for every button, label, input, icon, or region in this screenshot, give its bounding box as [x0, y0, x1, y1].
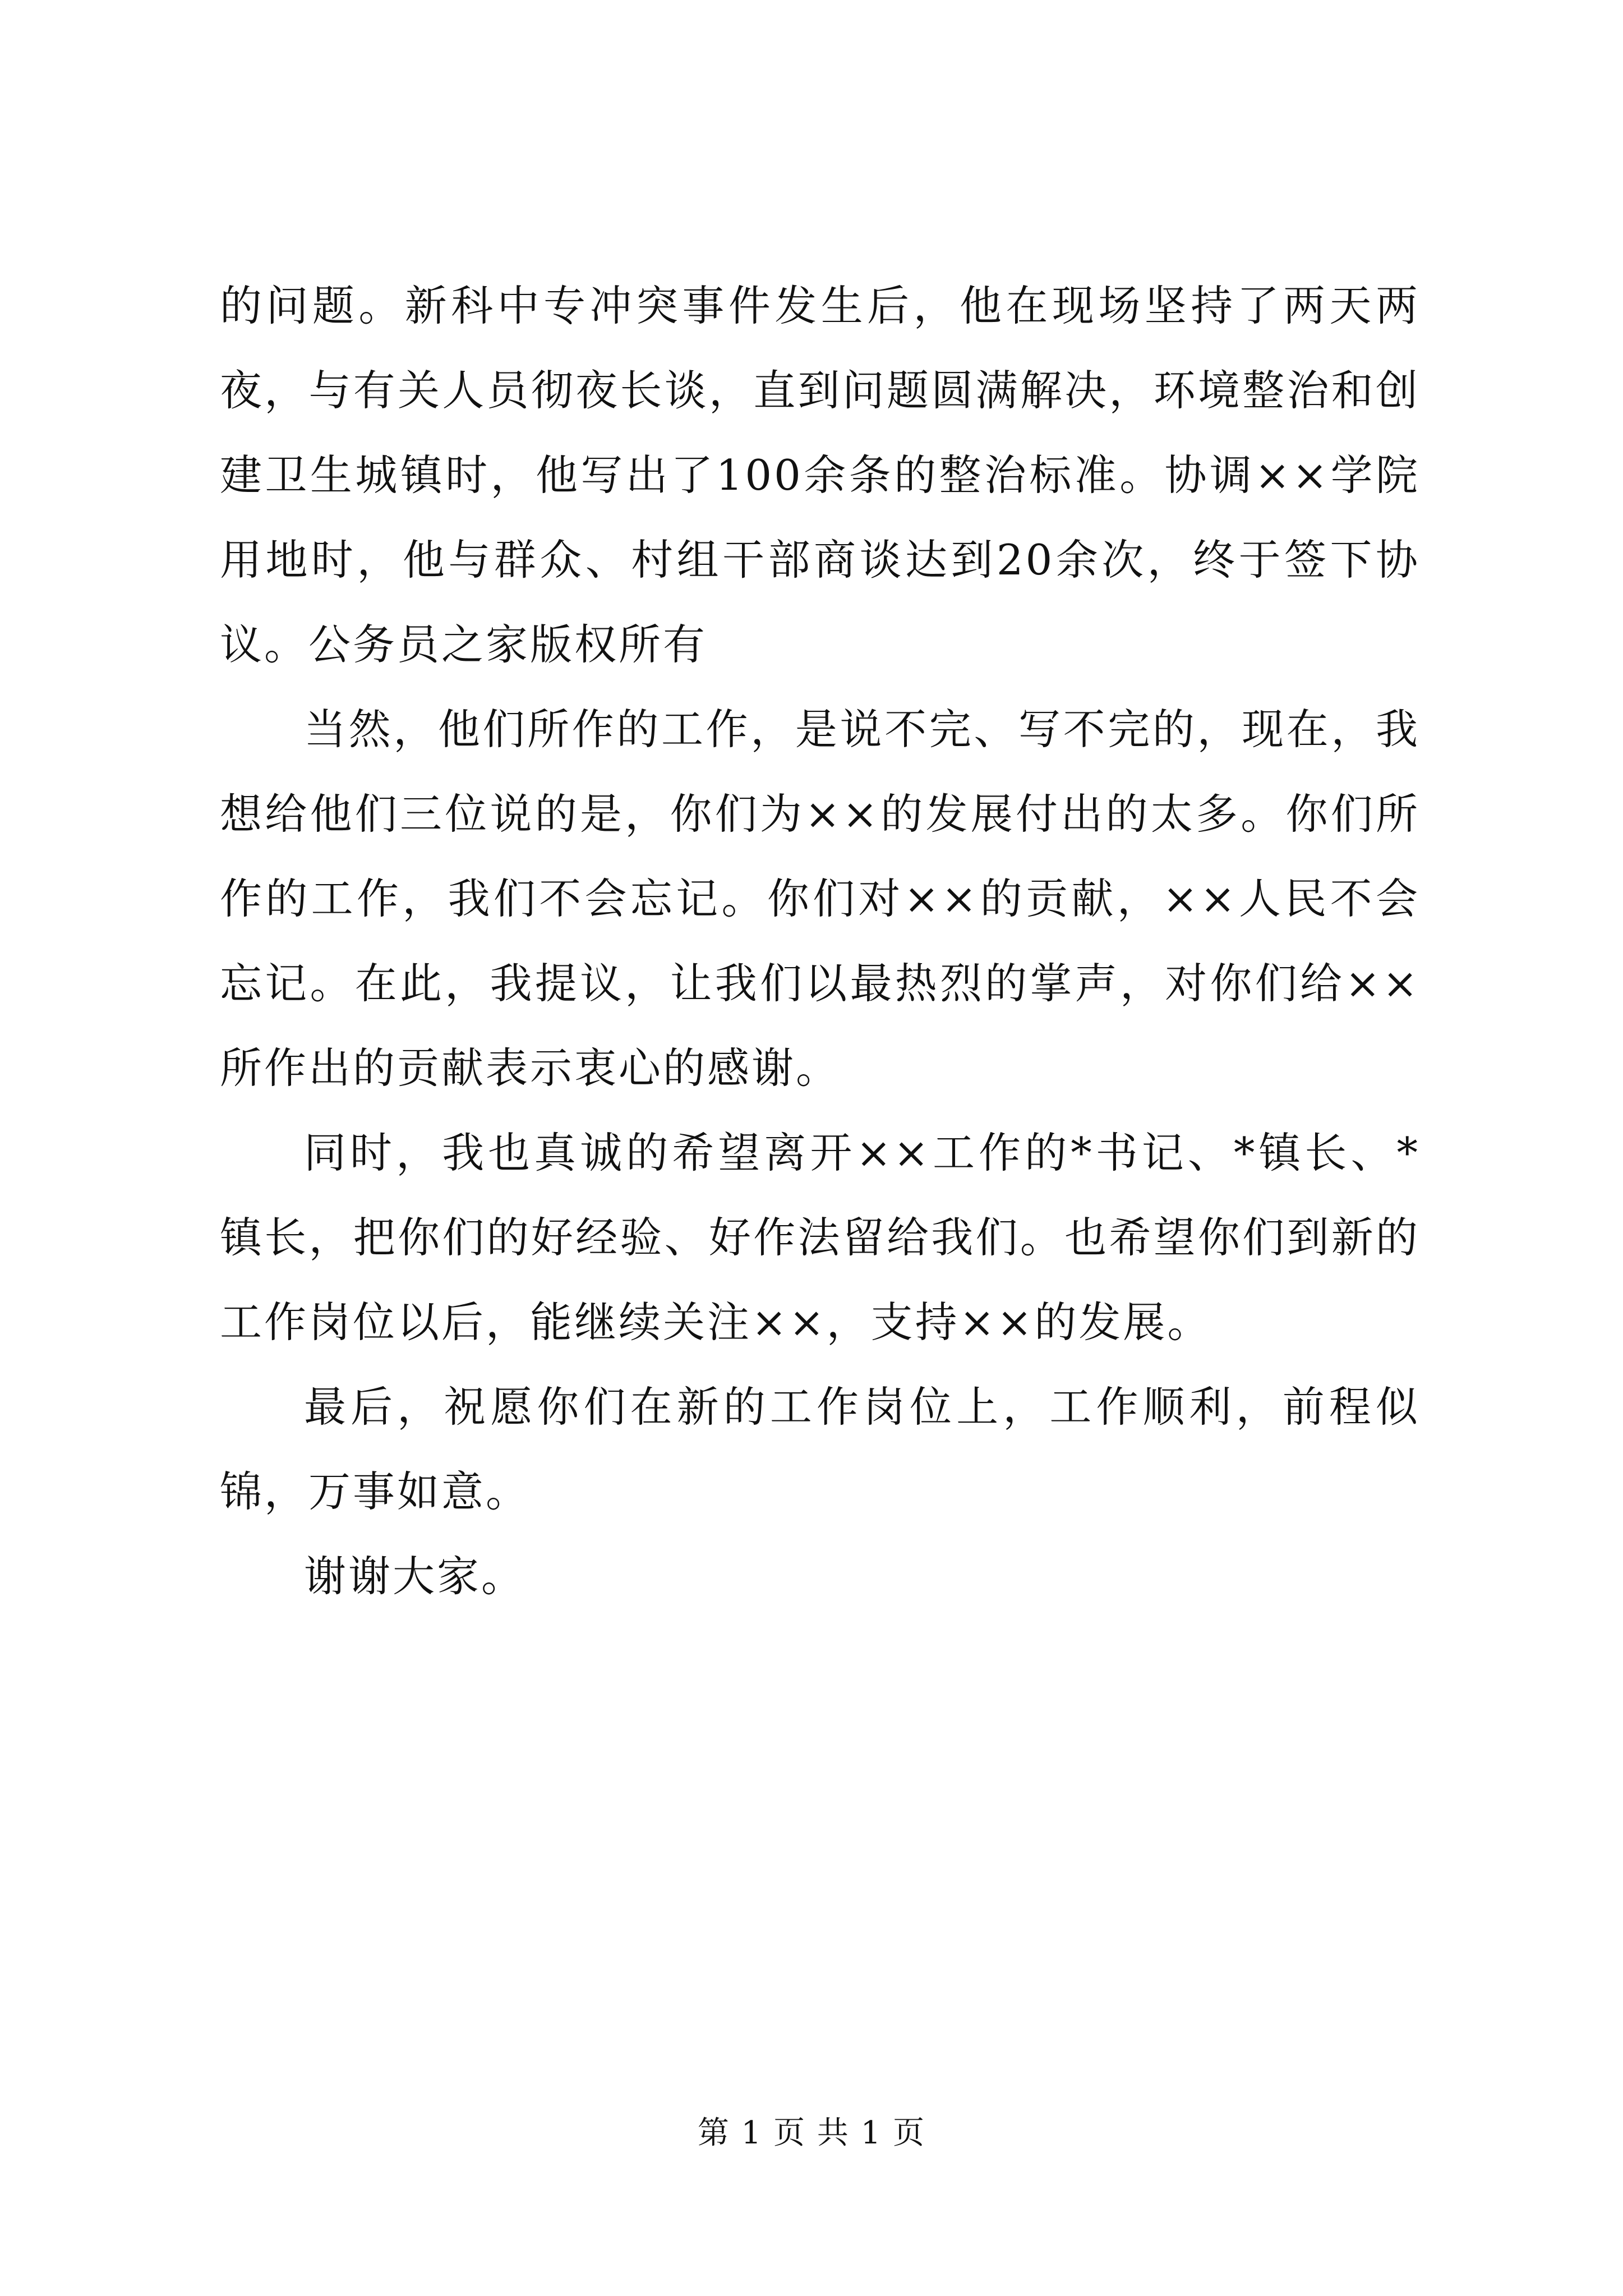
- paragraph-3: 同时，我也真诚的希望离开××工作的*书记、*镇长、*镇长，把你们的好经验、好作法留给我们。也希望你们到新的工作岗位以后，能继续关注××，支持××的发展。: [220, 1128, 1420, 1347]
- body-text: [220, 264, 1420, 1619]
- paragraph-5: 谢谢大家。: [304, 1552, 526, 1601]
- page-number-footer: 第 1 页 共 1 页: [697, 2115, 926, 2151]
- paragraph-2: 当然，他们所作的工作，是说不完、写不完的，现在，我想给他们三位说的是，你们为××的发展付出的太多。你们所作的工作，我们不会忘记。你们对××的贡献，××人民不会忘记。在此，我提议，让我们以最热烈的掌声，对你们给××所作出的贡献表示衷心的感谢。: [220, 705, 1420, 1093]
- paragraph-1: 的问题。新科中专冲突事件发生后，他在现场坚持了两天两夜，与有关人员彻夜长谈，直到问题圆满解决，环境整治和创建卫生城镇时，他写出了100余条的整治标准。协调××学院用地时，他与群众、村组干部商谈达到20余次，终于签下协议。公务员之家版权所有: [220, 281, 1420, 669]
- paragraph-4: 最后，祝愿你们在新的工作岗位上，工作顺利，前程似锦，万事如意。: [220, 1382, 1420, 1516]
